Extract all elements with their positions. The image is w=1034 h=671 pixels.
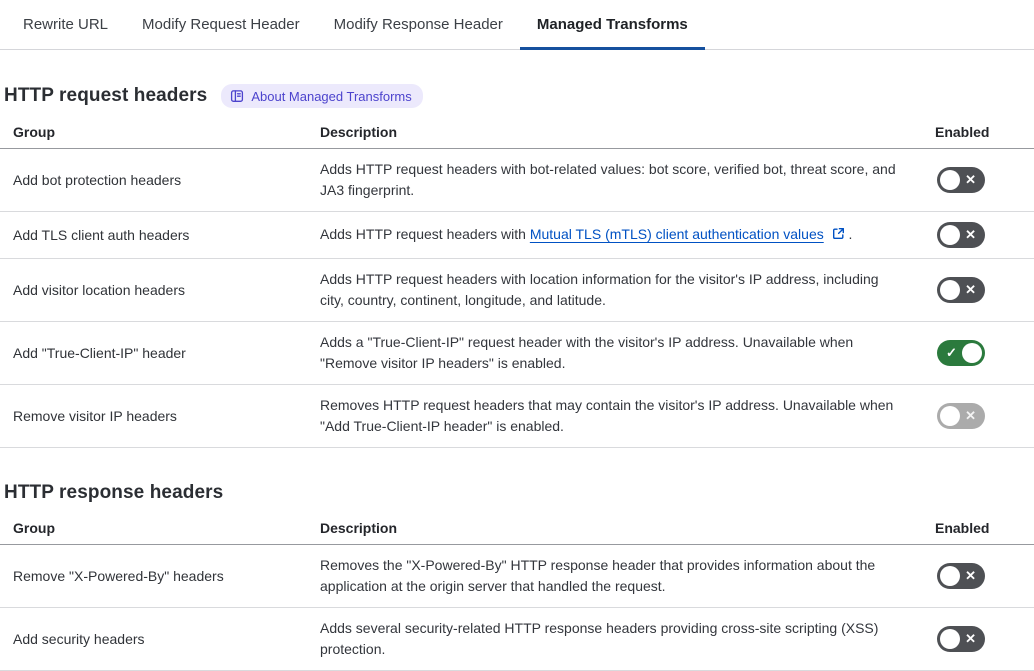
table-header-row <box>0 514 1034 545</box>
toggle-state-icon: ✕ <box>965 172 976 187</box>
table-row <box>0 212 1034 259</box>
enabled-toggle-disabled <box>937 403 985 429</box>
section-title: HTTP request headers <box>4 85 208 106</box>
section-http-request-headers <box>0 84 1034 448</box>
column-header-description: Description <box>320 514 935 545</box>
toggle-cell <box>935 608 1034 671</box>
tab-managed-transforms[interactable] <box>520 0 705 49</box>
column-header-group: Group <box>0 514 320 545</box>
external-link-icon <box>832 225 845 246</box>
toggle-state-icon: ✕ <box>965 227 976 242</box>
toggle-cell <box>935 385 1034 448</box>
group-name: Add bot protection headers <box>0 149 320 212</box>
group-name: Remove "X-Powered-By" headers <box>0 545 320 608</box>
table-row <box>0 608 1034 671</box>
tab-label: Modify Request Header <box>142 16 300 33</box>
tab-modify-request-header[interactable] <box>125 0 317 49</box>
column-header-enabled: Enabled <box>935 118 1034 149</box>
tab-rewrite-url[interactable] <box>6 0 125 49</box>
table-row <box>0 385 1034 448</box>
toggle-cell <box>935 212 1034 259</box>
group-name: Add security headers <box>0 608 320 671</box>
toggle-state-icon: ✕ <box>965 408 976 423</box>
group-name: Add visitor location headers <box>0 259 320 322</box>
group-name: Add TLS client auth headers <box>0 212 320 259</box>
row-description: Adds HTTP request headers with location information for the visitor's IP address, including city, country, continent, longitude, and latitude. <box>320 259 935 322</box>
enabled-toggle-off[interactable] <box>937 222 985 248</box>
row-description: Adds HTTP request headers with bot-related values: bot score, verified bot, threat score, and JA3 fingerprint. <box>320 149 935 212</box>
headers-table <box>0 514 1034 671</box>
section-header <box>0 84 1034 108</box>
toggle-state-icon: ✕ <box>965 282 976 297</box>
table-row <box>0 149 1034 212</box>
main-content <box>0 84 1034 671</box>
tab-modify-response-header[interactable] <box>317 0 520 49</box>
toggle-knob <box>940 170 960 190</box>
row-description: Adds HTTP request headers with Mutual TLS (mTLS) client authentication values . <box>320 212 935 259</box>
table-row <box>0 545 1034 608</box>
badge-label: About Managed Transforms <box>251 88 412 104</box>
toggle-cell <box>935 259 1034 322</box>
tab-label: Modify Response Header <box>333 16 503 33</box>
row-description: Adds several security-related HTTP response headers providing cross-site scripting (XSS) protection. <box>320 608 935 671</box>
row-description: Adds a "True-Client-IP" request header with the visitor's IP address. Unavailable when "Remove visitor IP headers" is enabled. <box>320 322 935 385</box>
enabled-toggle-off[interactable] <box>937 626 985 652</box>
tab-label: Rewrite URL <box>23 16 109 33</box>
group-name: Add "True-Client-IP" header <box>0 322 320 385</box>
toggle-knob <box>940 566 960 586</box>
enabled-toggle-off[interactable] <box>937 563 985 589</box>
toggle-knob <box>940 225 960 245</box>
table-row <box>0 322 1034 385</box>
tab-bar <box>0 0 1034 50</box>
column-header-enabled: Enabled <box>935 514 1034 545</box>
toggle-knob <box>940 280 960 300</box>
section-title: HTTP response headers <box>4 482 224 503</box>
section-http-response-headers <box>0 482 1034 671</box>
toggle-cell <box>935 149 1034 212</box>
group-name: Remove visitor IP headers <box>0 385 320 448</box>
tab-label: Managed Transforms <box>536 16 688 33</box>
column-header-description: Description <box>320 118 935 149</box>
row-description: Removes the "X-Powered-By" HTTP response header that provides information about the application at the origin server that handled the request. <box>320 545 935 608</box>
toggle-cell <box>935 545 1034 608</box>
table-row <box>0 259 1034 322</box>
toggle-state-icon: ✕ <box>965 568 976 583</box>
about-managed-transforms-badge[interactable] <box>221 84 422 108</box>
row-description: Removes HTTP request headers that may contain the visitor's IP address. Unavailable when "Add True-Client-IP header" is enabled. <box>320 385 935 448</box>
section-header <box>0 482 1034 504</box>
column-header-group: Group <box>0 118 320 149</box>
toggle-state-icon: ✓ <box>946 345 957 360</box>
toggle-state-icon: ✕ <box>965 631 976 646</box>
enabled-toggle-on[interactable] <box>937 340 985 366</box>
enabled-toggle-off[interactable] <box>937 277 985 303</box>
table-header-row <box>0 118 1034 149</box>
toggle-knob <box>940 406 960 426</box>
toggle-cell <box>935 322 1034 385</box>
toggle-knob <box>940 629 960 649</box>
enabled-toggle-off[interactable] <box>937 167 985 193</box>
description-link[interactable]: Mutual TLS (mTLS) client authentication values <box>529 226 824 242</box>
toggle-knob <box>962 343 982 363</box>
headers-table <box>0 118 1034 448</box>
book-icon <box>230 89 244 103</box>
